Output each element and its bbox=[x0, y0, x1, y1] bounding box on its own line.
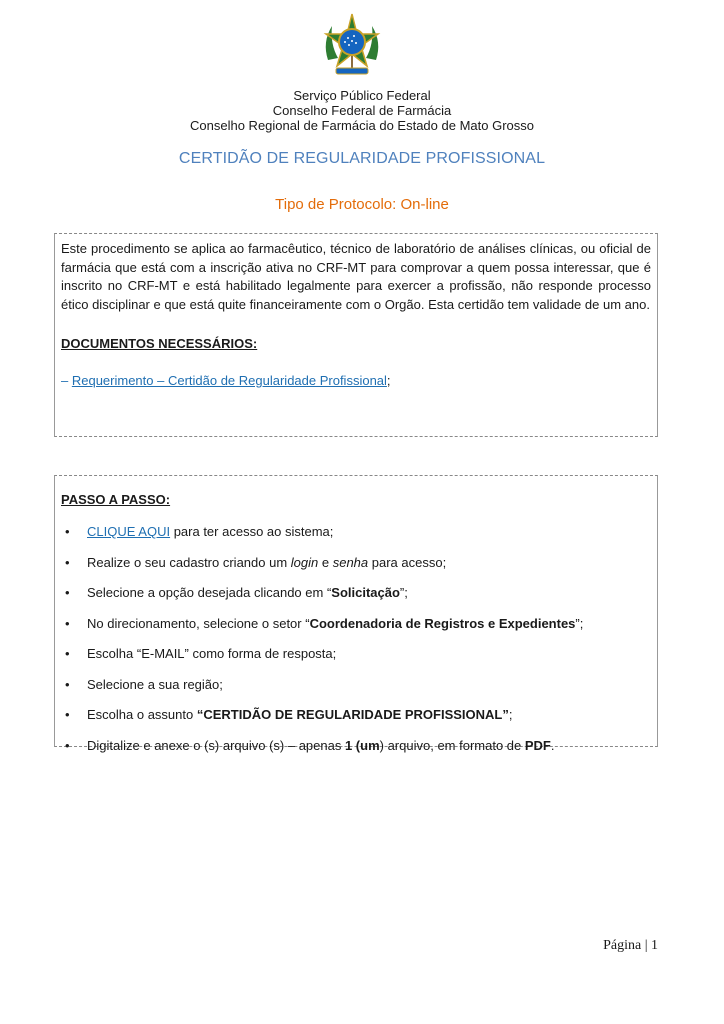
intro-paragraph: Este procedimento se aplica ao farmacêutico, técnico de laboratório de análises clínicas, ou oficial de farmácia que está com a inscrição ativa no CRF-MT para comprovar a quem possa interessar, que é inscrito no CRF-MT e está habilitado legalmente para exercer a profissão, não responde processo ético disciplinar e que está quite financeiramente com o Orgão. Esta certidão tem validade de um ano. bbox=[61, 241, 651, 312]
step-1 bbox=[61, 523, 651, 541]
bullet-icon: • bbox=[65, 615, 70, 631]
documents-heading: DOCUMENTOS NECESSÁRIOS: bbox=[61, 336, 258, 351]
requirement-suffix: ; bbox=[386, 373, 391, 388]
required-document bbox=[61, 373, 651, 388]
procedure-box bbox=[54, 233, 658, 437]
step-4-text-a: No direcionamento, selecione o setor “ bbox=[87, 615, 310, 631]
step-1-text: para ter acesso ao sistema; bbox=[170, 524, 334, 539]
steps-heading: PASSO A PASSO: bbox=[61, 492, 171, 507]
step-3-text-b: ”; bbox=[399, 585, 408, 600]
step-3-bold: Solicitação bbox=[331, 585, 400, 600]
requirement-link[interactable]: Requerimento – Certidão de Regularidade Profissional bbox=[71, 373, 387, 388]
bullet-icon: • bbox=[65, 737, 70, 753]
step-2-text-a: Realize o seu cadastro criando um bbox=[87, 554, 291, 570]
header-line-1: Serviço Público Federal bbox=[293, 88, 431, 103]
step-2 bbox=[61, 554, 651, 572]
bullet-icon: • bbox=[65, 676, 70, 692]
step-8-bold-1: 1 (um bbox=[344, 737, 380, 753]
step-3 bbox=[61, 584, 651, 602]
step-8-text-a: Digitalize e anexe o (s) arquivo (s) – apenas bbox=[87, 737, 345, 753]
brazil-coat-of-arms-icon bbox=[318, 12, 386, 80]
page-number: Página | 1 bbox=[603, 938, 658, 953]
protocol-type: Tipo de Protocolo: On-line bbox=[275, 196, 449, 213]
step-7-text-a: Escolha o assunto bbox=[87, 707, 197, 722]
header-line-3: Conselho Regional de Farmácia do Estado de Mato Grosso bbox=[190, 118, 534, 133]
step-7-text-b: ; bbox=[508, 707, 513, 722]
bullet-icon: • bbox=[65, 707, 70, 722]
step-8 bbox=[61, 737, 651, 755]
step-4 bbox=[61, 615, 651, 633]
click-here-link[interactable]: CLIQUE AQUI bbox=[87, 524, 171, 539]
step-2-text-c: para acesso; bbox=[368, 554, 447, 570]
step-4-text-b: ”; bbox=[575, 615, 584, 631]
step-5-text: Escolha “E-MAIL” como forma de resposta; bbox=[87, 646, 337, 661]
step-8-bold-2: PDF bbox=[524, 737, 551, 753]
document-title: CERTIDÃO DE REGULARIDADE PROFISSIONAL bbox=[178, 150, 546, 167]
step-3-text-a: Selecione a opção desejada clicando em “ bbox=[87, 585, 332, 600]
step-7 bbox=[61, 706, 651, 724]
bullet-icon: • bbox=[65, 585, 70, 600]
step-8-text-c: . bbox=[550, 737, 555, 753]
bullet-icon: • bbox=[65, 646, 70, 661]
step-2-senha: senha bbox=[332, 554, 369, 570]
steps-list bbox=[61, 523, 651, 755]
step-2-text-b: e bbox=[318, 554, 333, 570]
institution-header bbox=[0, 88, 724, 133]
step-6 bbox=[61, 676, 651, 694]
step-2-login: login bbox=[290, 554, 319, 570]
header-line-2: Conselho Federal de Farmácia bbox=[272, 103, 452, 118]
bullet-icon: • bbox=[65, 554, 70, 570]
step-7-bold: “CERTIDÃO DE REGULARIDADE PROFISSIONAL” bbox=[196, 707, 509, 722]
step-5 bbox=[61, 645, 651, 663]
step-8-text-b: ) arquivo, em formato de bbox=[379, 737, 525, 753]
step-4-bold: Coordenadoria de Registros e Expedientes bbox=[309, 615, 576, 631]
bullet-icon: • bbox=[65, 524, 70, 539]
step-6-text: Selecione a sua região; bbox=[87, 676, 223, 692]
dash-prefix: – bbox=[61, 373, 72, 388]
steps-box bbox=[54, 475, 658, 753]
